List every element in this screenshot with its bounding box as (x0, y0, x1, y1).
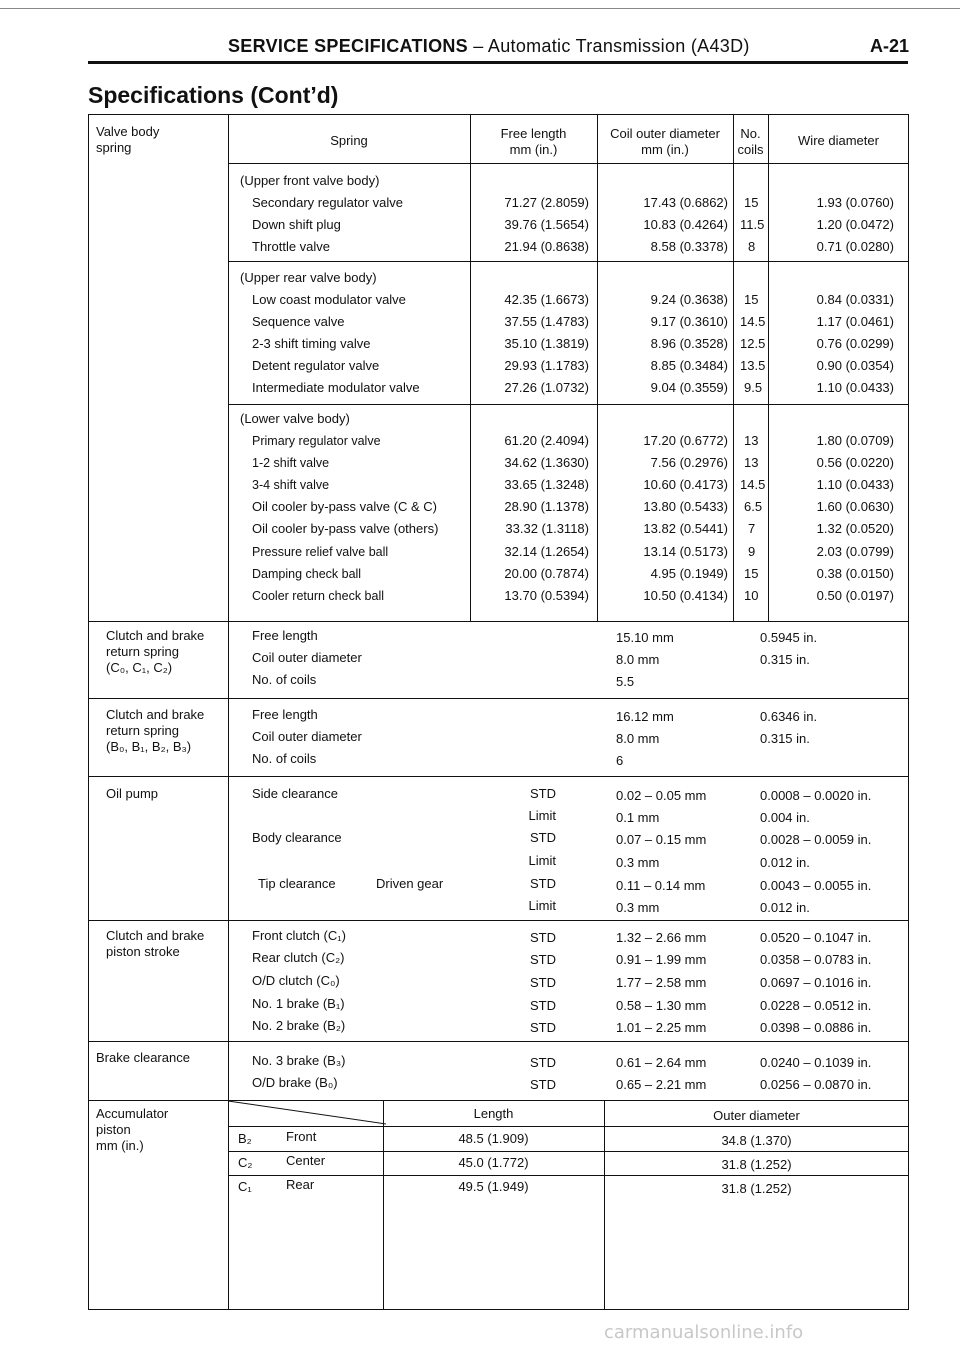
accum-outer: 31.8 (1.252) (721, 1157, 792, 1172)
wire-value: 0.76 (0.0299) (816, 336, 894, 351)
free-length-value: 39.76 (1.5654) (504, 217, 589, 232)
accum-length: 45.0 (1.772) (458, 1155, 529, 1170)
accum-position: Rear (286, 1177, 315, 1192)
spec-grade: STD (530, 998, 556, 1013)
coils-value: 14.5 (740, 314, 766, 329)
coil-od-value: 10.50 (0.4134) (643, 588, 728, 603)
spring-name: Throttle valve (252, 239, 331, 254)
spec-inch: 0.315 in. (760, 731, 810, 746)
group-divider (228, 261, 909, 262)
spring-name: Primary regulator valve (252, 434, 381, 448)
spec-mm: 1.32 – 2.66 mm (616, 930, 707, 945)
free-length-value: 28.90 (1.1378) (504, 499, 589, 514)
spec-inch: 0.5945 in. (760, 630, 818, 645)
spec-grade: STD (530, 876, 556, 891)
spec-mm: 0.1 mm (616, 810, 660, 825)
accum-outer: 34.8 (1.370) (721, 1133, 792, 1148)
col-free-length: Free length mm (in.) (500, 126, 567, 157)
coil-od-value: 9.24 (0.3638) (650, 292, 728, 307)
spec-mm: 6 (616, 753, 624, 768)
col-wire-diameter: Wire diameter (798, 133, 879, 148)
accum-header-line (228, 1126, 909, 1127)
free-length-value: 21.94 (0.8638) (504, 239, 589, 254)
accum-row-line (228, 1175, 909, 1176)
spec-mm: 16.12 mm (616, 709, 674, 724)
valve-body-label: Valve body spring (96, 124, 160, 155)
section-divider (88, 698, 909, 699)
spring-name: 1-2 shift valve (252, 456, 330, 470)
spec-grade: STD (530, 1077, 556, 1092)
wire-value: 0.71 (0.0280) (816, 239, 894, 254)
header-row-line (228, 163, 909, 164)
free-length-value: 33.65 (1.3248) (504, 477, 589, 492)
coils-value: 10 (744, 588, 759, 603)
coils-value: 9.5 (744, 380, 763, 395)
free-length-value: 34.62 (1.3630) (504, 455, 589, 470)
spec-grade: Limit (528, 808, 556, 823)
spec-item: Body clearance (252, 830, 342, 845)
oil-pump-label: Oil pump (106, 786, 159, 801)
spec-inch: 0.0398 – 0.0886 in. (760, 1020, 872, 1035)
col-coil-od: Coil outer diameter mm (in.) (610, 126, 720, 157)
spec-mm: 8.0 mm (616, 652, 660, 667)
coil-od-value: 10.60 (0.4173) (643, 477, 728, 492)
col-spring: Spring (330, 133, 368, 148)
wire-value: 1.17 (0.0461) (816, 314, 894, 329)
spec-mm: 1.77 – 2.58 mm (616, 975, 707, 990)
coil-od-value: 13.82 (0.5441) (643, 521, 728, 536)
brake-clearance-label: Brake clearance (96, 1050, 190, 1065)
accum-length-col-divider (604, 1100, 605, 1310)
free-length-value: 32.14 (1.2654) (504, 544, 589, 559)
spec-mm: 1.01 – 2.25 mm (616, 1020, 707, 1035)
section-divider (88, 1041, 909, 1042)
accumulator-label: Accumulator piston mm (in.) (96, 1106, 169, 1153)
spec-item: No. of coils (252, 672, 317, 687)
wire-value: 1.10 (0.0433) (816, 380, 894, 395)
spec-item: Coil outer diameter (252, 729, 362, 744)
coil-od-value: 9.04 (0.3559) (650, 380, 728, 395)
wire-value: 0.56 (0.0220) (816, 455, 894, 470)
spec-item: O/D clutch (C₀) (252, 973, 340, 988)
accum-code: C₁ (238, 1179, 252, 1194)
wire-value: 0.90 (0.0354) (816, 358, 894, 373)
free-length-value: 37.55 (1.4783) (504, 314, 589, 329)
coils-value: 15 (744, 195, 759, 210)
spring-name: Secondary regulator valve (252, 195, 404, 210)
wire-value: 1.80 (0.0709) (816, 433, 894, 448)
section-divider (88, 621, 909, 622)
wire-value: 1.10 (0.0433) (816, 477, 894, 492)
watermark: carmanualsonline.info (604, 1322, 804, 1343)
coils-value: 8 (748, 239, 756, 254)
spec-inch: 0.0043 – 0.0055 in. (760, 878, 872, 893)
wire-value: 1.20 (0.0472) (816, 217, 894, 232)
free-length-value: 20.00 (0.7874) (504, 566, 589, 581)
spring-name: Pressure relief valve ball (252, 545, 389, 559)
spec-mm: 0.61 – 2.64 mm (616, 1055, 707, 1070)
spec-mm: 0.58 – 1.30 mm (616, 998, 707, 1013)
coil-od-value: 17.43 (0.6862) (643, 195, 728, 210)
spring-name: Damping check ball (252, 567, 362, 581)
group-heading: (Lower valve body) (240, 411, 350, 426)
spring-name: 3-4 shift valve (252, 478, 330, 492)
free-length-value: 29.93 (1.1783) (504, 358, 589, 373)
coil-od-value: 9.17 (0.3610) (650, 314, 728, 329)
wire-value: 2.03 (0.0799) (816, 544, 894, 559)
spec-inch: 0.0240 – 0.1039 in. (760, 1055, 872, 1070)
spec-item: No. 2 brake (B₂) (252, 1018, 346, 1033)
spec-inch: 0.012 in. (760, 855, 810, 870)
spec-mm: 0.91 – 1.99 mm (616, 952, 707, 967)
spec-inch: 0.012 in. (760, 900, 810, 915)
spec-inch: 0.315 in. (760, 652, 810, 667)
spec-inch: 0.0358 – 0.0783 in. (760, 952, 872, 967)
spec-mm: 0.11 – 0.14 mm (616, 878, 706, 893)
page-number: A-21 (870, 36, 910, 56)
spec-grade: STD (530, 930, 556, 945)
spec-inch: 0.004 in. (760, 810, 810, 825)
spec-item: Side clearance (252, 786, 338, 801)
spec-mm: 0.3 mm (616, 855, 660, 870)
spec-mm: 5.5 (616, 674, 635, 689)
group-heading: (Upper rear valve body) (240, 270, 377, 285)
coils-value: 12.5 (740, 336, 766, 351)
spec-item: Free length (252, 707, 318, 722)
accum-position: Front (286, 1129, 317, 1144)
spring-name: Detent regulator valve (252, 358, 380, 373)
free-length-value: 35.10 (1.3819) (504, 336, 589, 351)
spec-grade: STD (530, 830, 556, 845)
section-divider (88, 920, 909, 921)
return-spring-b-label: Clutch and brake return spring (B₀, B₁, B₂, B₃) (106, 707, 205, 754)
coil-od-value: 17.20 (0.6772) (643, 433, 728, 448)
accum-length: 48.5 (1.909) (458, 1131, 529, 1146)
wire-value: 1.93 (0.0760) (816, 195, 894, 210)
coils-value: 15 (744, 292, 759, 307)
coils-col-divider (733, 114, 734, 621)
running-title: SERVICE SPECIFICATIONS – Automatic Transmission (A43D) (228, 36, 750, 56)
spec-item: No. 1 brake (B₁) (252, 996, 345, 1011)
spec-grade: STD (530, 1055, 556, 1070)
wire-value: 0.84 (0.0331) (816, 292, 894, 307)
spec-grade: STD (530, 1020, 556, 1035)
spec-item: Coil outer diameter (252, 650, 362, 665)
section-divider (88, 1100, 909, 1101)
spring-name: Down shift plug (252, 217, 341, 232)
free-length-value: 13.70 (0.5394) (504, 588, 589, 603)
spec-inch: 0.0228 – 0.0512 in. (760, 998, 872, 1013)
coils-value: 6.5 (744, 499, 763, 514)
coil-od-value: 10.83 (0.4264) (643, 217, 728, 232)
spec-mm: 8.0 mm (616, 731, 660, 746)
wire-value: 0.38 (0.0150) (816, 566, 894, 581)
coils-value: 13 (744, 433, 759, 448)
spec-subitem: Driven gear (376, 876, 444, 891)
spec-mm: 0.65 – 2.21 mm (616, 1077, 707, 1092)
spring-name: Cooler return check ball (252, 589, 385, 603)
coil-od-value: 13.80 (0.5433) (643, 499, 728, 514)
coil-od-value: 13.14 (0.5173) (643, 544, 728, 559)
spec-inch: 0.0520 – 0.1047 in. (760, 930, 872, 945)
spring-name: 2-3 shift timing valve (252, 336, 371, 351)
spec-grade: STD (530, 952, 556, 967)
section-divider (88, 776, 909, 777)
coils-value: 15 (744, 566, 759, 581)
spec-inch: 0.0697 – 0.1016 in. (760, 975, 872, 990)
coil-od-value: 8.85 (0.3484) (650, 358, 728, 373)
coil-od-value: 7.56 (0.2976) (650, 455, 728, 470)
wire-value: 1.60 (0.0630) (816, 499, 894, 514)
coil-od-value: 8.58 (0.3378) (650, 239, 728, 254)
group-divider (228, 404, 909, 405)
header-diagonal (228, 1100, 388, 1126)
accum-length: 49.5 (1.949) (458, 1179, 529, 1194)
header-rule (88, 61, 908, 64)
spring-name: Oil cooler by-pass valve (C & C) (252, 499, 437, 514)
spec-inch: 0.6346 in. (760, 709, 818, 724)
free-length-value: 71.27 (2.8059) (504, 195, 589, 210)
coil-od-value: 8.96 (0.3528) (650, 336, 728, 351)
spec-grade: Limit (528, 898, 556, 913)
coils-value: 7 (748, 521, 756, 536)
return-spring-c-label: Clutch and brake return spring (C₀, C₁, C₂) (106, 628, 205, 675)
spec-grade: Limit (528, 853, 556, 868)
accum-code: C₂ (238, 1155, 253, 1170)
spec-inch: 0.0256 – 0.0870 in. (760, 1077, 872, 1092)
col-length: Length (473, 1106, 514, 1121)
col-no-coils: No. coils (737, 126, 764, 157)
wire-value: 0.50 (0.0197) (816, 588, 894, 603)
spec-item: Rear clutch (C₂) (252, 950, 345, 965)
spring-name: Low coast modulator valve (252, 292, 406, 307)
spec-grade: STD (530, 786, 556, 801)
coils-value: 13.5 (740, 358, 766, 373)
free-length-value: 42.35 (1.6673) (504, 292, 589, 307)
spec-item: No. of coils (252, 751, 317, 766)
spring-name: Sequence valve (252, 314, 345, 329)
coils-value: 11.5 (740, 217, 765, 232)
page-title: Specifications (Cont’d) (88, 82, 339, 108)
wire-value: 1.32 (0.0520) (816, 521, 894, 536)
spec-item: O/D brake (B₀) (252, 1075, 338, 1090)
spec-inch: 0.0008 – 0.0020 in. (760, 788, 872, 803)
spec-inch: 0.0028 – 0.0059 in. (760, 832, 872, 847)
free-length-value: 27.26 (1.0732) (504, 380, 589, 395)
accum-row-line (228, 1151, 909, 1152)
piston-stroke-label: Clutch and brake piston stroke (106, 928, 205, 959)
spring-name: Oil cooler by-pass valve (others) (252, 521, 439, 536)
spec-item: No. 3 brake (B₃) (252, 1053, 346, 1068)
col-outer-diameter: Outer diameter (713, 1108, 800, 1123)
spec-item: Free length (252, 628, 318, 643)
spec-grade: STD (530, 975, 556, 990)
accum-code: B₂ (238, 1131, 252, 1146)
spec-item: Tip clearance (258, 876, 336, 891)
accum-position: Center (286, 1153, 326, 1168)
free-length-value: 61.20 (2.4094) (504, 433, 589, 448)
coils-value: 14.5 (740, 477, 766, 492)
accum-outer: 31.8 (1.252) (721, 1181, 792, 1196)
spec-mm: 15.10 mm (616, 630, 674, 645)
spec-mm: 0.3 mm (616, 900, 660, 915)
free-length-value: 33.32 (1.3118) (505, 521, 589, 536)
coils-value: 13 (744, 455, 759, 470)
label-column-divider (228, 114, 229, 1310)
top-rule (0, 8, 960, 9)
spec-item: Front clutch (C₁) (252, 928, 346, 943)
spec-mm: 0.02 – 0.05 mm (616, 788, 707, 803)
coil-od-value: 4.95 (0.1949) (650, 566, 728, 581)
group-heading: (Upper front valve body) (240, 173, 380, 188)
coils-value: 9 (748, 544, 756, 559)
spring-name: Intermediate modulator valve (252, 380, 420, 395)
spec-mm: 0.07 – 0.15 mm (616, 832, 707, 847)
